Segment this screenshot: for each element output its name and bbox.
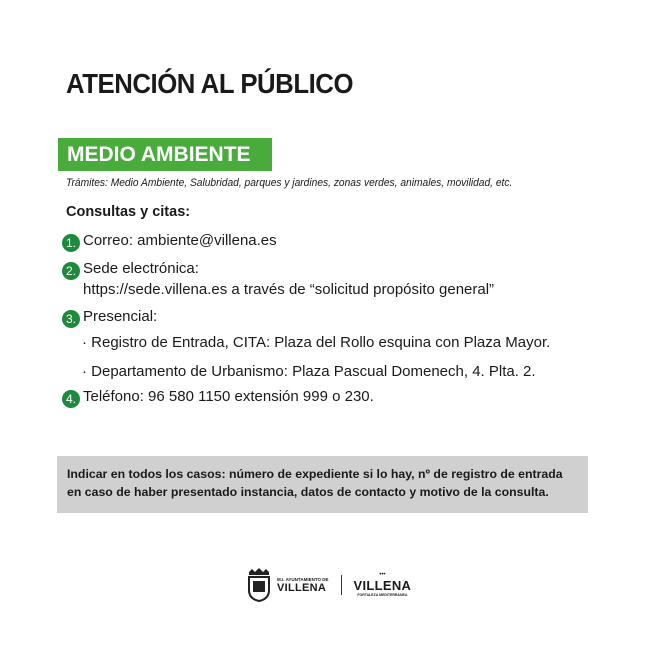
item-sub: https://sede.villena.es a través de “solicitud propósito general” <box>83 281 495 298</box>
item-text: Correo: ambiente@villena.es <box>83 232 277 249</box>
item-text: Presencial: <box>83 308 158 325</box>
number-badge: 1. <box>62 234 80 252</box>
consultas-heading: Consultas y citas: <box>66 204 191 220</box>
item-sub: · Departamento de Urbanismo: Plaza Pascual Domenech, 4. Plta. 2. <box>82 363 536 380</box>
ayto-small-text: M.I. AYUNTAMIENTO DE <box>277 576 329 582</box>
number-badge: 3. <box>62 310 80 328</box>
number-badge: 4. <box>62 390 80 408</box>
list-item-sede <box>62 259 494 299</box>
footer-logo <box>247 568 411 602</box>
divider <box>341 575 342 595</box>
brand-tagline: FORTALEZA MEDITERRÁNEA <box>357 593 408 597</box>
note-box: Indicar en todos los casos: número de expediente si lo hay, nº de registro de entrada en caso de haber presentado instancia, datos de contacto y motivo de la consulta. <box>57 456 588 513</box>
description: Trámites: Medio Ambiente, Salubridad, parques y jardines, zonas verdes, animales, movilidad, etc. <box>66 177 513 189</box>
ayto-name: VILLENA <box>277 581 327 594</box>
item-sub: · Registro de Entrada, CITA: Plaza del Rollo esquina con Plaza Mayor. <box>82 334 551 351</box>
brand-name: VILLENA <box>353 578 412 593</box>
list-item-presencial <box>62 307 550 381</box>
list-item-email <box>62 231 277 252</box>
item-text: Teléfono: 96 580 1150 extensión 999 o 230. <box>83 388 374 405</box>
list-item-telefono <box>62 387 374 408</box>
page-title: ATENCIÓN AL PÚBLICO <box>66 68 354 99</box>
coat-of-arms-icon <box>247 568 271 602</box>
dots-icon: ••• <box>379 572 386 578</box>
number-badge: 2. <box>62 262 80 280</box>
section-label: MEDIO AMBIENTE <box>58 138 272 171</box>
item-text: Sede electrónica: <box>83 260 199 277</box>
